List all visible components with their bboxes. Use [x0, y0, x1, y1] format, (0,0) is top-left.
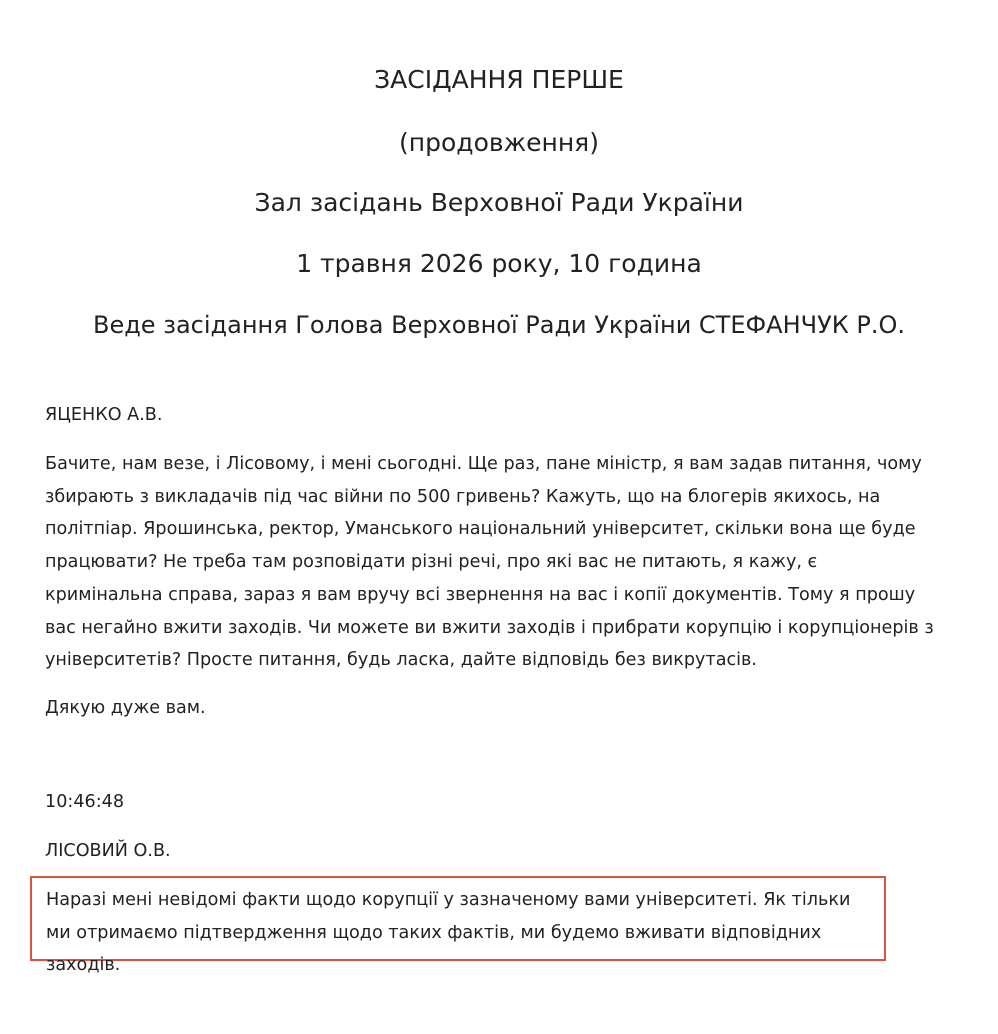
speech-paragraph: Бачите, нам везе, і Лісовому, і мені сьогодні. Ще раз, пане міністр, я вам задав питання, чому збирають з викладачів під час війни по 500 гривень? Кажуть, що на блогерів якихось, на політпіар. Ярошинська, ректор, Уманського національний університет, скільки вона ще буде працювати? Не треба там розповідати різні речі, про які вас не питають, я кажу, є кримінальна справа, зараз я вам вручу всі звернення на вас і копії документів. Тому я прошу вас негайно вжити заходів. Чи можете ви вжити заходів і прибрати корупцію і корупціонерів з університетів? Просте питання, будь ласка, дайте відповідь без викрутасів.	[45, 454, 934, 671]
highlighted-answer-box	[30, 876, 886, 976]
session-title: ЗАСІДАННЯ ПЕРШЕ	[374, 65, 624, 94]
speaker-name-yatsenko: ЯЦЕНКО А.В.	[45, 405, 163, 425]
session-location: Зал засідань Верховної Ради України	[254, 188, 744, 217]
speech-timestamp: 10:46:48	[45, 792, 125, 812]
session-continuation: (продовження)	[399, 128, 599, 157]
answer-paragraph: Наразі мені невідомі факти щодо корупції у зазначеному вами університеті. Як тільки ми отримаємо підтвердження щодо таких фактів, ми будемо вживати відповідних заходів.	[46, 890, 851, 976]
session-date: 1 травня 2026 року, 10 година	[296, 249, 702, 278]
speech-paragraph-thanks: Дякую дуже вам.	[45, 698, 206, 718]
session-chair: Веде засідання Голова Верховної Ради України СТЕФАНЧУК Р.О.	[92, 311, 905, 339]
speaker-name-lisovyi: ЛІСОВИЙ О.В.	[45, 841, 171, 861]
